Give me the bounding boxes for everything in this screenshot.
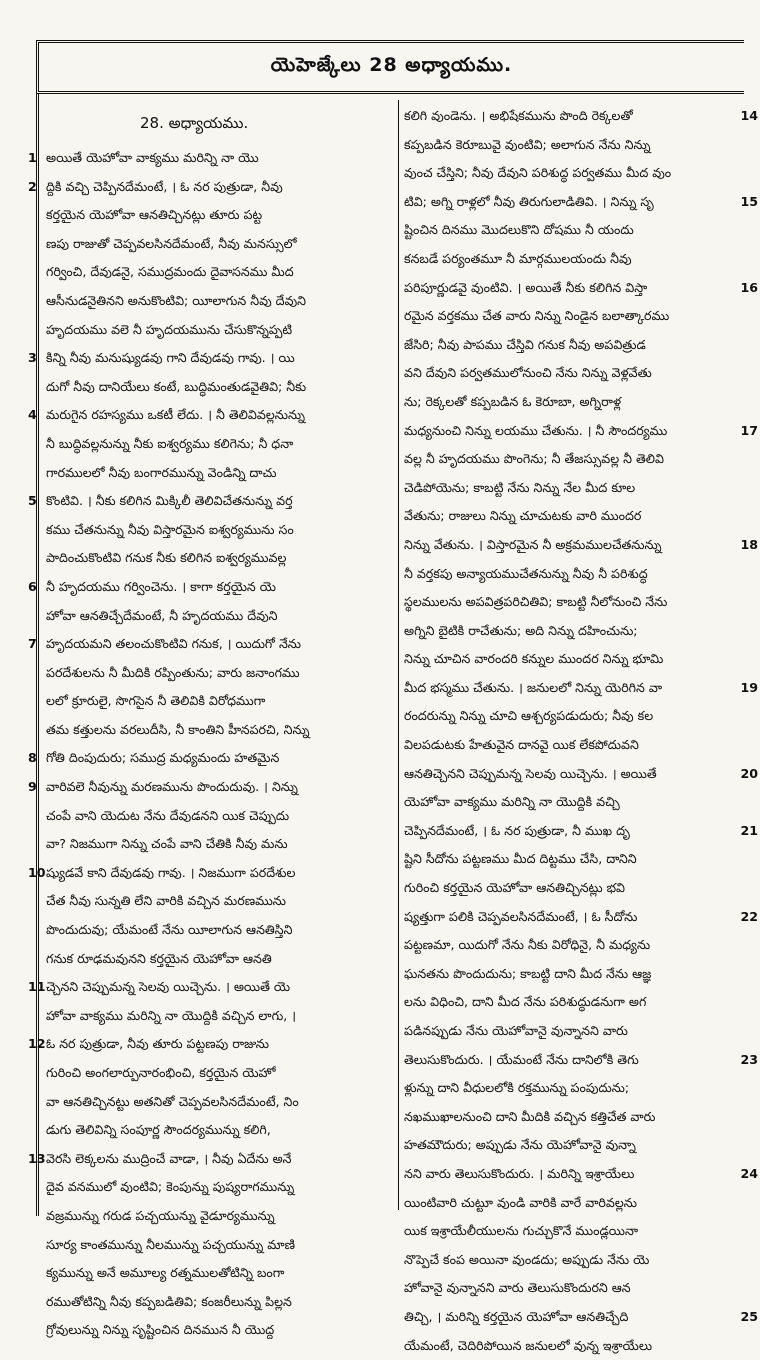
line-text: కర్తయైన యెహోవా ఆనతిచ్చినట్లు తూరు పట్ట <box>46 207 263 223</box>
text-line <box>404 359 758 388</box>
text-line <box>28 773 394 802</box>
line-text: తమ కత్తులను వరలుదీసి, నీ కాంతిని హీనపరచి, నిన్ను <box>46 721 310 737</box>
text-line <box>404 531 758 560</box>
verse-number: 11 <box>28 979 46 995</box>
line-text: ష్యుడవే కాని దేవుడవు గావు. । నిజముగా పరదేశుల <box>46 864 296 880</box>
text-line <box>404 760 758 789</box>
verse-number: 12 <box>28 1036 46 1052</box>
line-text: రముతోటిన్ని నీవు కప్పబడితివి; కంజరీలున్ను పిల్లన <box>46 1293 292 1309</box>
text-line <box>28 544 394 573</box>
text-line <box>28 230 394 259</box>
column-divider <box>398 100 399 1210</box>
text-line <box>404 903 758 932</box>
text-line <box>28 1202 394 1231</box>
text-line <box>28 1173 394 1202</box>
line-text: నీ బుద్ధివల్లనున్ను నీకు ఐశ్వర్యము కలిగెను; నీ ధనా <box>46 435 294 451</box>
line-text: పట్టణమా, యిదుగో నేను నీకు విరోధినై, నీ మధ్యను <box>404 937 651 953</box>
text-line <box>404 1017 758 1046</box>
line-text: కలిగి వుండెను. । అభిషేకమును పొంది రెక్కలతో <box>404 108 633 123</box>
verse-number: 3 <box>28 350 37 366</box>
text-line <box>404 931 758 960</box>
text-line <box>404 1217 758 1246</box>
text-line <box>404 102 758 131</box>
verse-number: 4 <box>28 407 37 423</box>
line-text: చ్చెనని చెప్పుమన్న సెలవు యిచ్చెను. । అయితే యె <box>46 979 291 995</box>
text-line <box>28 945 394 974</box>
line-text: యిక ఇశ్రాయేలీయులను గుచ్చుకొనే ముండ్లయినా <box>404 1223 639 1239</box>
text-line <box>28 1116 394 1145</box>
text-line <box>28 316 394 345</box>
line-text: లను విధించి, దాని మీద నేను పరిశుద్ధుడనుగా అగ <box>404 994 647 1010</box>
verse-number: 23 <box>738 1046 758 1075</box>
line-text: హతమౌదురు; అప్పుడు నేను యెహోవానై వున్నా <box>404 1137 636 1153</box>
text-line <box>28 830 394 859</box>
line-text: ఓ నర పుత్రుడా, నీవు తూరు పట్టణపు రాజును <box>46 1036 269 1052</box>
line-text: చెప్పినదేమంటే, । ఓ నర పుత్రుడా, నీ ముఖ దృ <box>404 822 630 838</box>
line-text: అగ్నిని బైటికి రాచేతును; అది నిన్ను దహించును; <box>404 622 638 638</box>
text-line <box>404 1246 758 1275</box>
line-text: దుగో నీవు దానియేలు కంటే, బుద్ధిమంతుడవైతివి; నీకు <box>46 378 307 394</box>
text-line <box>28 459 394 488</box>
verse-number: 2 <box>28 178 37 194</box>
text-line <box>28 373 394 402</box>
text-line <box>404 445 758 474</box>
line-text: లలో క్రూరులై, సొగసైన నీ తెలివికి విరోధముగా <box>46 693 266 709</box>
line-text: చెడిపోయెను; కాబట్టి నేను నిన్ను నేల మీద కూల <box>404 479 636 495</box>
text-line <box>28 1259 394 1288</box>
verse-number: 21 <box>738 817 758 846</box>
verse-number: 19 <box>738 674 758 703</box>
running-header <box>36 40 744 94</box>
line-text: హోవా ఆనతిచ్చేదేమంటే, నీ హృదయము దేవుని <box>46 607 278 623</box>
verse-number: 5 <box>28 493 37 509</box>
line-text: ష్టించిన దినము మొదలుకొని దోషము నీ యందు <box>404 222 634 238</box>
text-line <box>28 258 394 287</box>
text-line <box>404 845 758 874</box>
text-line <box>404 960 758 989</box>
line-text: వా ఆనతిచ్చినట్టు అతనితో చెప్పవలసినదేమంటే, నిం <box>46 1093 299 1109</box>
line-text: రమైన వర్తకము చేత వారు నిన్ను నిండైన బలాత్కారము <box>404 308 670 324</box>
text-line <box>404 1303 758 1332</box>
verse-number: 17 <box>738 417 758 446</box>
line-text: యెహోవా వాక్యము మరిన్ని నా యొద్దికి వచ్చి <box>404 794 620 810</box>
text-line <box>28 287 394 316</box>
text-line <box>28 602 394 631</box>
text-line <box>404 216 758 245</box>
line-text: కొంటివి. । నీకు కలిగిన మిక్కిలీ తెలివిచేతనున్ను వర్త <box>46 493 293 509</box>
text-line <box>28 144 394 173</box>
text-line <box>404 874 758 903</box>
line-text: వెరసి లెక్కలను ముద్రించే వాడా, । నీవు ఏదేను అనే <box>46 1150 292 1166</box>
text-line <box>28 687 394 716</box>
line-text: మీద భస్మము చేతును. । జనులలో నిన్ను యెరిగిన వా <box>404 679 663 695</box>
line-text: నొప్పెచే కంప అయినా వుండదు; అప్పుడు నేను యె <box>404 1251 650 1267</box>
text-line <box>404 331 758 360</box>
text-line <box>404 1274 758 1303</box>
line-text: యేమంటే, చెదిరిపోయిన జనులలో వున్న ఇశ్రాయేలు <box>404 1337 653 1353</box>
line-text: వజ్రమున్ను గరుడ పచ్చయున్ను వైడూర్యమున్ను <box>46 1207 275 1223</box>
text-line <box>404 274 758 303</box>
text-line <box>28 859 394 888</box>
line-text: నీ వర్తకపు అన్యాయముచేతనున్ను నీవు నీ పరిశుద్ధ <box>404 565 648 581</box>
text-line <box>404 560 758 589</box>
left-column <box>28 102 394 1345</box>
text-line <box>28 716 394 745</box>
line-text: పరదేశులను నీ మీదికి రప్పింతును; వారు జనాంగము <box>46 664 300 680</box>
verse-number: 16 <box>738 274 758 303</box>
right-column <box>404 102 758 1360</box>
verse-number: 14 <box>738 102 758 131</box>
line-text: వేతును; రాజులు నిన్ను చూచుటకు వారి ముందర <box>404 508 642 524</box>
text-line <box>28 1088 394 1117</box>
line-text: నీ హృదయము గర్వించెను. । కాగా కర్తయైన యె <box>46 578 276 594</box>
line-text: చేత నీవు సున్నతి లేని వారికి వచ్చిన మరణమును <box>46 893 287 909</box>
line-text: జేసిరి; నీవు పాపము చేస్తివి గనుక నీవు అపవిత్రుడ <box>404 336 646 352</box>
line-text: గనుక రూఢమవునని కర్తయైన యెహోవా ఆనతి <box>46 950 272 966</box>
text-line <box>28 173 394 202</box>
line-text: వని దేవుని పర్వతములోనుంచి నేను నిన్ను వెళ్లవేతు <box>404 365 652 381</box>
text-line <box>404 388 758 417</box>
line-text: కప్పబడిన కెరూబువై వుంటివి; అలాగున నేను నిన్ను <box>404 136 651 152</box>
line-text: గురించి కర్తయైన యెహోవా ఆనతిచ్చినట్లు భవి <box>404 880 626 896</box>
text-line <box>404 159 758 188</box>
line-text: సూర్య కాంతమున్ను నీలమున్ను పచ్చయున్ను మాణి <box>46 1236 296 1252</box>
line-text: నిన్ను చూచిన వారందరి కన్నుల ముందర నిన్ను భూమి <box>404 651 664 667</box>
text-line <box>404 474 758 503</box>
text-line <box>404 588 758 617</box>
text-line <box>28 573 394 602</box>
line-text: గారములలో నీవు బంగారమున్ను వెండిన్ని దాచు <box>46 464 277 480</box>
line-text: హృదయమని తలంచుకొంటివి గనుక, । యిదుగో నేను <box>46 636 302 652</box>
text-line <box>28 802 394 831</box>
text-line <box>28 344 394 373</box>
verse-number: 22 <box>738 903 758 932</box>
text-line <box>404 788 758 817</box>
verse-number: 25 <box>738 1303 758 1332</box>
line-text: వారివలె నీవున్ను మరణమును పొందుదువు. । నిన్ను <box>46 779 298 795</box>
line-text: వల్ల నీ హృదయము పొంగెను; నీ తేజస్సువల్ల నీ తెలివి <box>404 451 664 467</box>
verse-number: 7 <box>28 636 37 652</box>
line-text: ష్యత్తుగా పలికి చెప్పవలసినదేమంటే, । ఓ సీదోను <box>404 908 638 924</box>
text-line <box>28 659 394 688</box>
text-line <box>28 744 394 773</box>
line-text: కిన్ని నీవు మనుష్యుడవు గాని దేవుడవు గావు. । యి <box>46 350 295 366</box>
line-text: కము చేతనున్ను నీవు విస్తారమైన ఐశ్వర్యమును సం <box>46 521 294 537</box>
text-line <box>404 302 758 331</box>
line-text: కనబడే పర్యంతమూ నీ మార్గములయందు నీవు <box>404 250 632 266</box>
line-text: పరిపూర్ణుడవై వుంటివి. । అయితే నీకు కలిగిన విస్తా <box>404 279 648 295</box>
line-text: చంపే వాని యెదుట నేను దేవుడనని యిక చెప్పుదు <box>46 807 290 823</box>
line-text: పడినప్పుడు నేను యెహోవానై వున్నానని వారు <box>404 1023 628 1038</box>
line-text: వుంచ చేస్తిని; నీవు దేవుని పరిశుద్ధ పర్వతము మీద వుం <box>404 165 672 181</box>
verse-number: 24 <box>738 1160 758 1189</box>
line-text: నిన్ను వేతును. । విస్తారమైన నీ అక్రమములచేతనున్ను <box>404 536 662 552</box>
text-line <box>404 731 758 760</box>
text-line <box>28 1030 394 1059</box>
line-text: హోవా వాక్యము మరిన్ని నా యొద్దికి వచ్చిన లాగు, । <box>46 1007 297 1023</box>
verse-number: 1 <box>28 150 37 165</box>
text-line <box>404 1131 758 1160</box>
text-line <box>404 1046 758 1075</box>
line-text: విలపడుటకు హేతువైన దానవై యిక లేకపోదువని <box>404 737 639 753</box>
text-line <box>404 1074 758 1103</box>
line-text: ను; రెక్కలతో కప్పబడిన ఓ కెరూబా, అగ్నిరాళ్ల <box>404 393 622 409</box>
line-text: గురించి అంగలార్పునారంభించి, కర్తయైన యెహో <box>46 1065 276 1080</box>
line-text: పొందుదువు; యేమంటే నేను యీలాగున ఆనతిస్తిని <box>46 922 293 938</box>
text-line <box>28 201 394 230</box>
line-text: హృదయము వలె నీ హృదయమును చేసుకొన్నప్పటి <box>46 321 293 337</box>
line-text: తిచ్చి, । మరిన్ని కర్తయైన యెహోవా ఆనతిచ్చేది <box>404 1308 629 1324</box>
verse-number: 20 <box>738 760 758 789</box>
chapter-heading: 28. అధ్యాయము. <box>140 114 249 132</box>
line-text: మరుగైన రహస్యము ఒకటీ లేదు. । నీ తెలివివల్లనున్ను <box>46 407 305 423</box>
text-line <box>404 617 758 646</box>
text-line <box>28 1059 394 1088</box>
verse-number: 8 <box>28 750 37 766</box>
line-text: ద్దికి వచ్చి చెప్పినదేమంటే, । ఓ నర పుత్రుడా, నీవు <box>46 178 283 194</box>
text-line <box>28 1231 394 1260</box>
text-line <box>28 887 394 916</box>
line-text: గర్వించి, దేవుడనై, సముద్రమందు దైవాసనము మీద <box>46 264 294 280</box>
line-text: ళ్లున్ను దాని వీధులలోకి రక్తమున్ను పంపుదును; <box>404 1080 630 1096</box>
line-text: క్యమున్ను అనే అమూల్య రత్నములతోటిన్ని బంగా <box>46 1265 285 1281</box>
verse-number: 9 <box>28 779 37 795</box>
verse-number: 15 <box>738 188 758 217</box>
text-line <box>404 1332 758 1360</box>
text-line <box>28 630 394 659</box>
text-line <box>404 1189 758 1218</box>
line-text: ష్టిని సీదోను పట్టణము మీద దిట్టము చేసి, దానిని <box>404 851 637 867</box>
text-line <box>28 1316 394 1345</box>
verse-number: 6 <box>28 578 37 594</box>
line-text: తెలుసుకొందురు. । యేమంటే నేను దానిలోకి తెగు <box>404 1051 639 1067</box>
text-line <box>404 674 758 703</box>
line-text: ణపు రాజుతో చెప్పవలసినదేమంటే, నీవు మనస్సులో <box>46 235 297 251</box>
line-text: ఘనతను పొందుదును; కాబట్టి దాని మీద నేను ఆజ్ఞ <box>404 965 652 981</box>
line-text: గ్రోవులున్ను నిన్ను సృష్టించిన దినమున నీ యొద్ద <box>46 1322 275 1338</box>
text-line <box>404 817 758 846</box>
verse-number: 10 <box>28 864 46 880</box>
text-line <box>404 1160 758 1189</box>
text-line <box>404 417 758 446</box>
line-text: టివి; అగ్ని రాళ్లలో నీవు తిరుగులాడితివి. । నిన్ను సృ <box>404 193 654 209</box>
text-line <box>28 1288 394 1317</box>
text-line <box>404 1103 758 1132</box>
text-line <box>404 245 758 274</box>
line-text: వా? నిజముగా నిన్ను చంపే వాని చేతికి నీవు మను <box>46 836 288 852</box>
text-line <box>404 131 758 160</box>
verse-number: 13 <box>28 1150 46 1166</box>
line-text: మధ్యనుంచి నిన్ను లయము చేతును. । నీ సౌందర్యము <box>404 422 668 438</box>
line-text: ఆసీనుడనైతినని అనుకొంటివి; యీలాగున నీవు దేవుని <box>46 292 306 308</box>
line-text: దైవ వనములో వుంటివి; కెంపున్ను పుష్యరాగమున్ను <box>46 1179 295 1195</box>
line-text: ఆనతిచ్చెనని చెప్పుమన్న సెలవు యిచ్చెను. । అయితే <box>404 765 657 781</box>
line-text: నఖముఖాలనుంచి దాని మీదికి వచ్చిన కత్తిచేత వారు <box>404 1108 656 1124</box>
verse-number: 18 <box>738 531 758 560</box>
line-text: డుగు తెలివిన్ని సంపూర్ణ సౌందర్యమున్ను కలిగి, <box>46 1122 271 1138</box>
text-line <box>28 487 394 516</box>
text-line <box>28 516 394 545</box>
line-text: రందరున్ను నిన్ను చూచి ఆశ్చర్యపడుదురు; నీవు కల <box>404 708 654 724</box>
text-line <box>28 401 394 430</box>
page-title: యెహెజ్కేలు 28 అధ్యాయము. <box>270 53 513 76</box>
line-text: గోతి దింపుదురు; సముద్ర మధ్యమందు హతమైన <box>46 750 280 766</box>
text-line <box>404 645 758 674</box>
text-line <box>28 430 394 459</box>
text-line <box>28 973 394 1002</box>
text-line <box>404 502 758 531</box>
line-text: యింటివారి చుట్టూ వుండి వారికి వారే వారివల్లను <box>404 1194 637 1210</box>
text-line <box>404 188 758 217</box>
text-line <box>404 702 758 731</box>
text-line <box>28 1145 394 1174</box>
line-text: అయితే యెహోవా వాక్యము మరిన్ని నా యొ <box>46 150 259 165</box>
line-text: హోవానై వున్నానని వారు తెలుసుకొందురని ఆన <box>404 1280 631 1296</box>
text-line <box>28 916 394 945</box>
line-text: పాదించుకొంటివి గనుక నీకు కలిగిన ఐశ్వర్యమువల్ల <box>46 550 287 566</box>
text-line <box>404 988 758 1017</box>
text-line <box>28 1002 394 1031</box>
line-text: నని వారు తెలుసుకొందురు. । మరిన్ని ఇశ్రాయేలు <box>404 1165 635 1181</box>
line-text: స్థలములను అపవిత్రపరిచితివి; కాబట్టి నీలోనుంచి నేను <box>404 594 668 610</box>
